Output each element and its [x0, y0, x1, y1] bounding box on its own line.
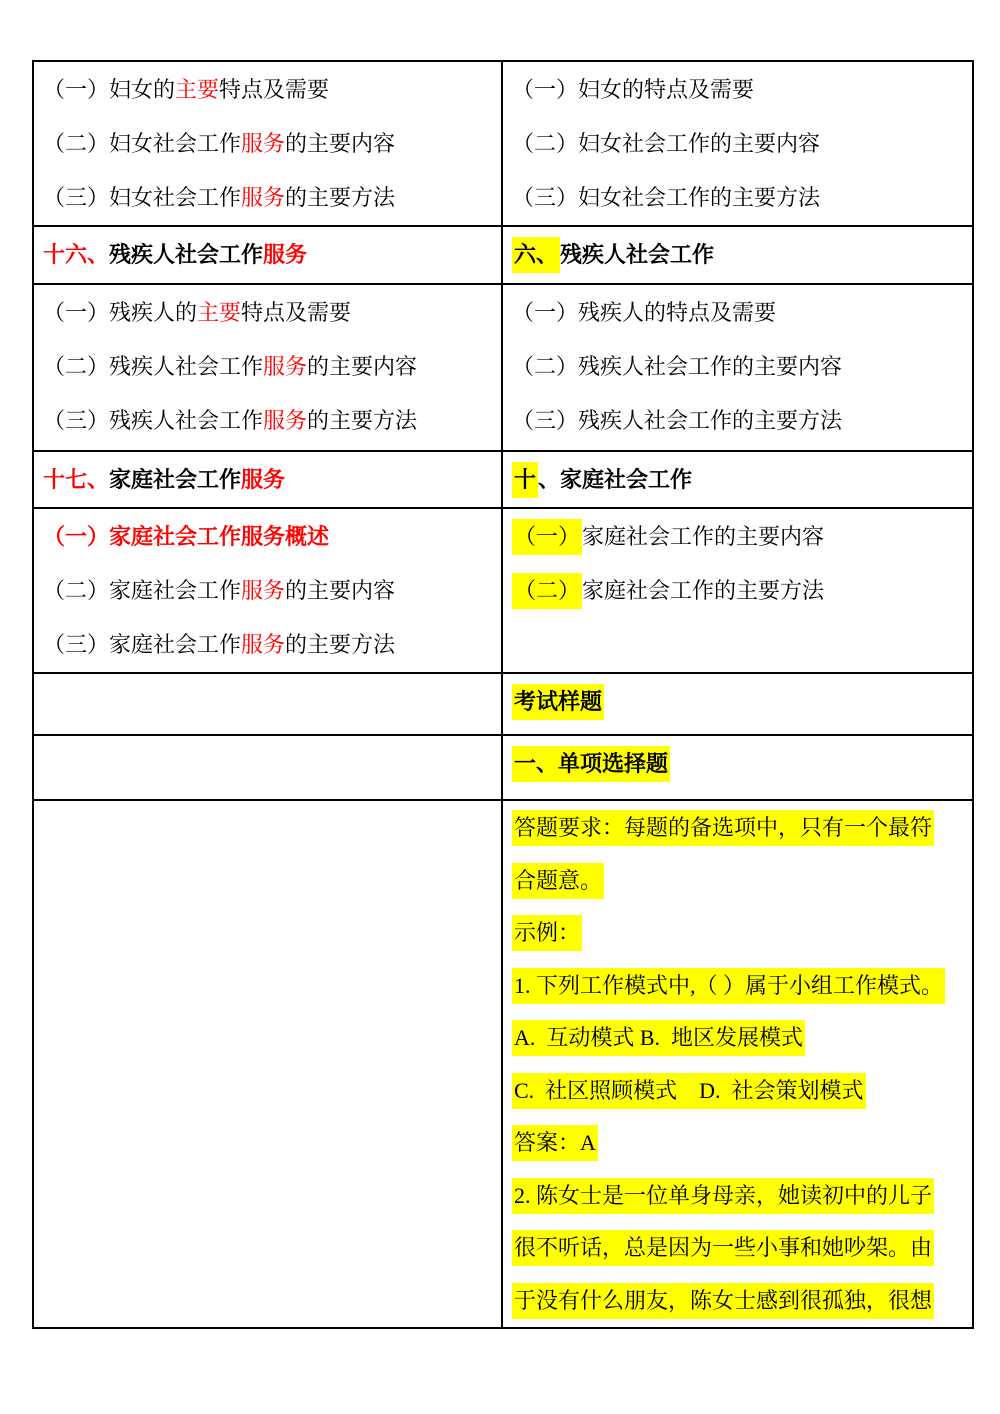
table-row [33, 61, 973, 226]
highlighted-text: 六、 [512, 237, 560, 273]
text-segment: （三）残疾人社会工作 [43, 408, 264, 433]
cell-left-r5 [33, 673, 502, 735]
text-line [43, 618, 497, 672]
highlighted-text: 合题意。 [512, 863, 604, 899]
highlighted-text: （一） [512, 519, 582, 555]
text-line [43, 564, 497, 618]
text-segment: 的主要内容 [307, 354, 418, 379]
text-segment: 家庭社会工作的主要方法 [582, 578, 825, 603]
text-segment: （一）残疾人的 [43, 300, 198, 325]
text-line [512, 228, 968, 282]
highlighted-text: C. 社区照顾模式 D. 社会策划模式 [512, 1073, 866, 1109]
table-row [33, 508, 973, 673]
text-line [512, 1065, 968, 1118]
text-segment: 特点及需要 [241, 300, 352, 325]
text-line [512, 1222, 968, 1275]
text-line [512, 171, 968, 225]
red-text: 十六、 [43, 242, 110, 267]
text-segment: （三）妇女社会工作 [43, 185, 242, 210]
highlighted-text: 于没有什么朋友，陈女士感到很孤独，很想 [512, 1283, 934, 1319]
red-text: 服务 [263, 354, 308, 379]
text-line [512, 855, 968, 908]
cell-left-r6 [33, 735, 502, 800]
text-line [512, 960, 968, 1013]
text-segment: （一）妇女的 [43, 77, 176, 102]
text-line [512, 1170, 968, 1223]
text-segment: 的主要内容 [285, 578, 396, 603]
text-line [512, 564, 968, 618]
text-segment: （三）残疾人社会工作的主要方法 [512, 408, 843, 433]
cell-left-r2 [33, 284, 502, 451]
cell-right-r0 [502, 61, 973, 226]
text-line [43, 453, 497, 507]
text-segment: （二）妇女社会工作的主要内容 [512, 131, 821, 156]
highlighted-text: 2. 陈女士是一位单身母亲，她读初中的儿子 [512, 1178, 934, 1214]
text-segment: 的主要内容 [285, 131, 396, 156]
highlighted-text: 1. 下列工作模式中,（ ）属于小组工作模式。 [512, 968, 945, 1004]
cell-right-r4 [502, 508, 973, 673]
text-segment: （二）残疾人社会工作 [43, 354, 264, 379]
text-line [43, 117, 497, 171]
text-line [512, 510, 968, 564]
text-segment: （一）妇女的特点及需要 [512, 77, 755, 102]
text-line [43, 510, 497, 564]
text-segment: 的主要方法 [285, 632, 396, 657]
table-row [33, 284, 973, 451]
comparison-table [32, 60, 974, 1329]
table-row [33, 226, 973, 284]
red-text: 服务 [241, 131, 286, 156]
text-segment: 残疾人社会工作 [560, 242, 715, 267]
text-line [512, 286, 968, 340]
highlighted-text: 答案：A [512, 1125, 598, 1161]
text-segment: （二）家庭社会工作 [43, 578, 242, 603]
table-row [33, 735, 973, 800]
text-line [43, 171, 497, 225]
cell-right-r7 [502, 800, 973, 1328]
cell-right-r2 [502, 284, 973, 451]
text-line [512, 675, 968, 729]
red-text: （一）家庭社会工作服务概述 [43, 524, 330, 549]
highlighted-text: 一、单项选择题 [512, 746, 670, 782]
text-segment: （二）妇女社会工作 [43, 131, 242, 156]
red-text: 服务 [241, 185, 286, 210]
highlighted-text: 示例： [512, 915, 582, 951]
cell-right-r1 [502, 226, 973, 284]
highlighted-text: 答题要求：每题的备选项中，只有一个最符 [512, 810, 934, 846]
text-segment: （三）妇女社会工作的主要方法 [512, 185, 821, 210]
text-segment: 家庭社会工作的主要内容 [582, 524, 825, 549]
red-text: 服务 [263, 242, 308, 267]
text-line [512, 340, 968, 394]
text-line [43, 286, 497, 340]
text-line [512, 63, 968, 117]
highlighted-text: 很不听话，总是因为一些小事和她吵架。由 [512, 1230, 934, 1266]
table-row [33, 673, 973, 735]
red-text: 服务 [241, 632, 286, 657]
cell-left-r1 [33, 226, 502, 284]
text-line [512, 1117, 968, 1170]
red-text: 主要 [175, 77, 220, 102]
text-segment: 残疾人社会工作 [109, 242, 264, 267]
text-segment: 的主要方法 [307, 408, 418, 433]
text-segment: 特点及需要 [219, 77, 330, 102]
cell-right-r3 [502, 451, 973, 508]
text-line [512, 1012, 968, 1065]
text-line [512, 1275, 968, 1328]
cell-left-r3 [33, 451, 502, 508]
red-text: 服务 [241, 578, 286, 603]
table-row [33, 451, 973, 508]
red-text: 服务 [241, 467, 286, 492]
cell-right-r5 [502, 673, 973, 735]
text-segment: （三）家庭社会工作 [43, 632, 242, 657]
text-segment: 家庭社会工作 [109, 467, 242, 492]
highlighted-text: 考试样题 [512, 684, 604, 720]
text-line [512, 907, 968, 960]
cell-left-r4 [33, 508, 502, 673]
red-text: 服务 [263, 408, 308, 433]
text-line [512, 802, 968, 855]
text-segment: （二）残疾人社会工作的主要内容 [512, 354, 843, 379]
cell-left-r7 [33, 800, 502, 1328]
cell-right-r6 [502, 735, 973, 800]
red-text: 主要 [197, 300, 242, 325]
table-row [33, 800, 973, 1328]
text-segment: （一）残疾人的特点及需要 [512, 300, 777, 325]
text-segment: 、家庭社会工作 [538, 467, 693, 492]
cell-left-r0 [33, 61, 502, 226]
text-line [43, 340, 497, 394]
text-line [512, 394, 968, 448]
highlighted-text: 十 [512, 462, 538, 498]
text-line [512, 453, 968, 507]
text-line [43, 228, 497, 282]
highlighted-text: （二） [512, 573, 582, 609]
text-line [512, 737, 968, 791]
text-line [512, 117, 968, 171]
red-text: 十七、 [43, 467, 110, 492]
highlighted-text: A. 互动模式 B. 地区发展模式 [512, 1020, 805, 1056]
comparison-table-body [33, 61, 973, 1328]
text-segment: 的主要方法 [285, 185, 396, 210]
text-line [43, 394, 497, 448]
text-line [43, 63, 497, 117]
